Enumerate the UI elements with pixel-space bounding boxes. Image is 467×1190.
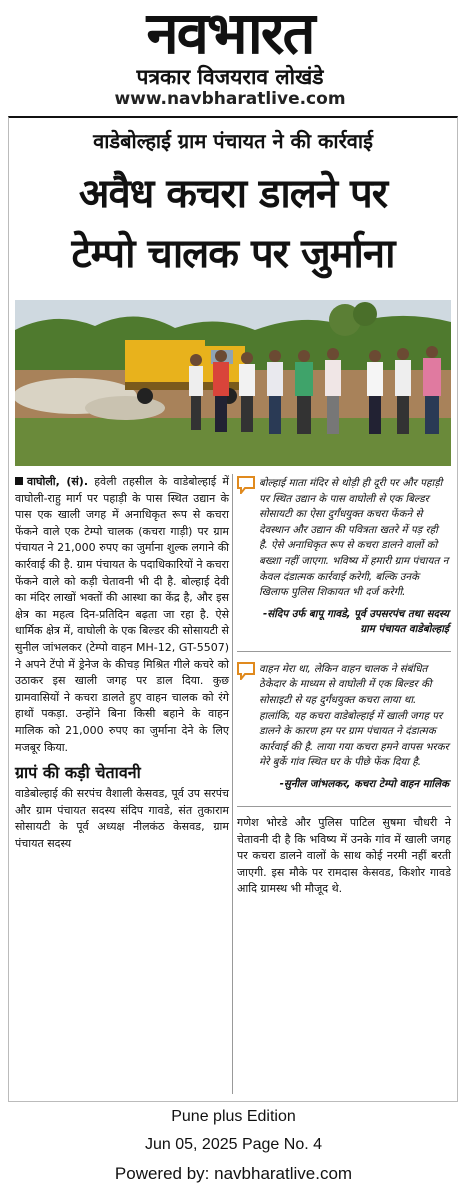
article-main-column: [15, 474, 229, 852]
edition-label: Pune plus Edition: [171, 1108, 296, 1125]
quote-separator: [237, 806, 451, 807]
news-clipping: [8, 116, 458, 1102]
reporter-name: पत्रकार विजयराव लोखंडे: [136, 65, 324, 89]
quote-box-2: [237, 660, 451, 798]
bullet-square-icon: [15, 477, 23, 485]
newspaper-logo: नवभारत: [146, 0, 314, 67]
article-subhead: ग्रापं की कड़ी चेतावनी: [15, 763, 141, 783]
headline-line-2: टेम्पो चालक पर जुर्माना: [71, 231, 395, 277]
quote-box-1: [237, 474, 451, 643]
quote-1-attribution: -संदिप उर्फ बापू गावडे, पूर्व उपसरपंच तथा सदस्य ग्राम पंचायत वाडेबोल्हाई: [262, 607, 449, 635]
quote-bubble-icon: [237, 662, 255, 680]
quote-2-attribution: -सुनील जांभलकर, कचरा टेम्पो वाहन मालिक: [279, 777, 449, 790]
article-side-column: [237, 474, 451, 898]
date-page-label: Jun 05, 2025 Page No. 4: [144, 1136, 323, 1153]
article-body-para-1: [15, 474, 229, 756]
newspaper-url[interactable]: www.navbharatlive.com: [114, 89, 346, 109]
quote-1-text: बोल्हाई माता मंदिर से थोड़ी ही दूरी पर और पहाड़ी पर स्थित उद्यान के पास वाघोली से एक बिल्डर सोसायटी का ऐसा दुर्गंधयुक्त कचरा फेंकने से देवस्थान और उद्यान की पवित्रता खतरे में पड़ रही है. ऐसे अनाधिकृत रूप से कचरा डालने वालों को बख्शा नहीं जाएगा. भविष्य में हमारी ग्राम पंचायत न केवल दंडात्मक कार्रवाई करेगी, बल्कि उनके खिलाफ पुलिस शिकायत भी दर्ज करेगी.: [259, 477, 449, 599]
article-body-para-3: गणेश भोरडे और पुलिस पाटिल सुषमा चौधरी ने चेतावनी दी है कि भविष्य में उनके गांव में खाली जगह पर कचरा डालने वालों के साथ कोई नरमी नहीं बरती जाएगी. इस मौके पर रामदास केसवड, किशोर गावडे आदि ग्रामस्थ भी मौजूद थे.: [237, 815, 451, 896]
article-dateline: वाघोली, (सं).: [27, 475, 89, 488]
article-kicker: वाडेबोल्हाई ग्राम पंचायत ने की कार्रवाई: [93, 129, 373, 153]
quote-2-text: वाहन मेरा था, लेकिन वाहन चालक ने संबंधित ठेकेदार के माध्यम से वाघोली में एक बिल्डर की सोसाइटी से यह दुर्गंधयुक्त कचरा लाया था. हालांकि, यह कचरा वाडेबोल्हाई में खाली जगह पर डालने के कारण हम पर ग्राम पंचायत ने दंडात्मक कार्रवाई की है. लाया गया कचरा हमने वापस भरकर मेरे बुर्के गांव स्थित घर के पीछे फेंक दिया है.: [259, 662, 449, 769]
photo-illustration: [15, 300, 451, 466]
article-body-para-2: वाडेबोल्हाई की सरपंच वैशाली केसवड, पूर्व उप सरपंच और ग्राम पंचायत सदस्य संदिप गावडे, संत तुकाराम सोसायटी के पूर्व अध्यक्ष नीलकंठ केसवड, ग्राम पंचायत सदस्य: [15, 787, 229, 850]
powered-by-link[interactable]: Powered by: navbharatlive.com: [114, 1164, 353, 1183]
news-photo: [15, 300, 451, 466]
article-body-text-1: हवेली तहसील के वाडेबोल्हाई में वाघोली-राहु मार्ग पर पहाड़ी के पास स्थित उद्यान के पास एक खाली जगह में अनाधिकृत रूप से कचरा फेंकने वाले एक टेम्पो चालक (कचरा गाड़ी) पर ग्राम पंचायत ने 21,000 रुपए का जुर्माना शुल्क लगाने की कार्रवाई की है. ग्राम पंचायत के पदाधिकारियों ने कचरा फेंकने वाले को कड़ी चेतावनी भी दी है. बोल्हाई देवी का मंदिर लाखों भक्तों की आस्था का केंद्र है, और इस क्षेत्र का महत्व दिन-प्रतिदिन बढ़ता जा रहा है. ऐसे धार्मिक क्षेत्र में, वाघोली के एक बिल्डर की सोसायटी से सुनील जांभलकर (टेम्पो वाहन MH-12, GT-5507) ने अपने टेंपो में ड्रेनेज के कीचड़ मिश्रित गीले कचरे को उठाकर इस खाली जगह पर डाल दिया. कुछ ग्रामवासियों ने कचरा डालते हुए वाहन चालक को रंगे हाथों पकड़ा. उन्होंने बिना किसी बहाने के वाहन मालिक को 21,000 रुपए का जुर्माना देने के लिए मजबूर किया.: [15, 475, 229, 754]
quote-bubble-icon: [237, 476, 255, 494]
column-divider: [232, 474, 233, 1094]
quote-separator: [237, 651, 451, 652]
headline-line-1: अवैध कचरा डालने पर: [78, 171, 388, 217]
masthead: [60, 0, 400, 112]
